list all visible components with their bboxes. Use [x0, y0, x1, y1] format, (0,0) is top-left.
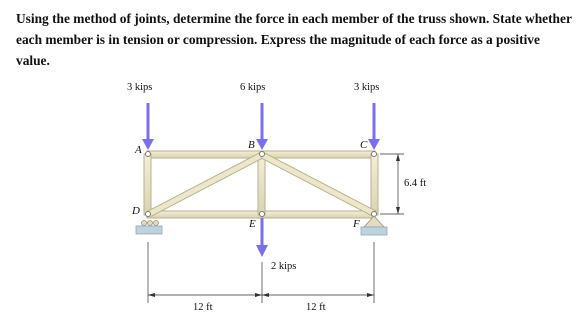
- load-label-C: 3 kips: [354, 82, 380, 93]
- support-D: [136, 221, 162, 235]
- dimension-height-label: 6.4 ft: [404, 178, 427, 189]
- pin-E: [260, 212, 265, 217]
- member-BC: [262, 151, 375, 158]
- truss-members: [144, 151, 378, 218]
- joint-label-A: A: [135, 144, 142, 156]
- joint-label-E: E: [249, 218, 256, 230]
- dimension-span-right-label: 12 ft: [306, 302, 326, 313]
- load-label-A: 3 kips: [127, 82, 153, 93]
- pin-D: [146, 212, 151, 217]
- joint-label-D: D: [132, 205, 140, 217]
- load-arrow-C: [368, 103, 380, 150]
- dimension-span-left-label: 12 ft: [193, 302, 213, 313]
- member-BD-inner: [149, 155, 262, 214]
- member-DE: [147, 211, 262, 218]
- member-BF-inner: [262, 155, 375, 214]
- problem-statement: Using the method of joints, determine the force in each member of the truss shown. State whether each member is in tension or compression. Express the magnitude of each force as a positive value.: [16, 11, 572, 68]
- member-AB: [147, 151, 262, 158]
- member-CF: [371, 154, 378, 215]
- member-BE: [258, 154, 265, 215]
- load-label-B: 6 kips: [240, 82, 266, 93]
- member-AD: [144, 154, 151, 215]
- joint-label-F: F: [353, 218, 360, 230]
- member-EF: [262, 211, 375, 218]
- load-arrow-B: [256, 103, 268, 150]
- load-arrow-A: [142, 103, 154, 150]
- pin-C: [372, 152, 377, 157]
- load-arrow-E: [256, 218, 268, 257]
- support-F: [361, 216, 387, 235]
- pin-A: [146, 152, 151, 157]
- load-label-E: 2 kips: [271, 261, 297, 272]
- pin-B: [260, 152, 265, 157]
- joint-label-C: C: [360, 139, 368, 151]
- joint-label-B: B: [248, 139, 255, 151]
